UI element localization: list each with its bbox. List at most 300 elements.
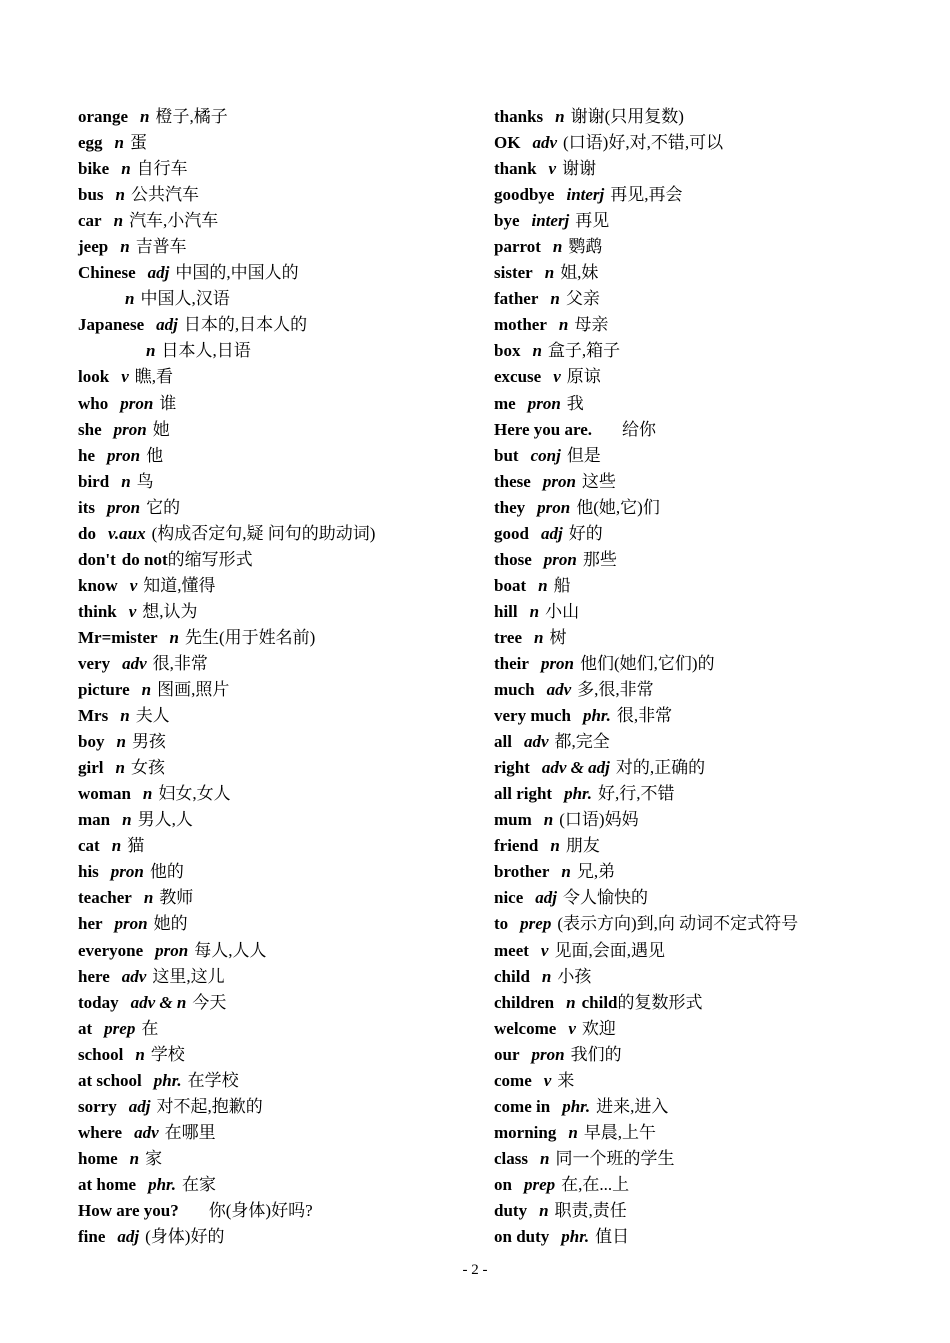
vocab-definition: 欢迎 [581, 1018, 616, 1038]
vocab-word: come [494, 1070, 532, 1090]
right-column [494, 104, 934, 1250]
part-of-speech: n [543, 810, 554, 830]
vocab-definition: 先生(用于姓名前) [185, 627, 316, 647]
part-of-speech: pron [107, 445, 141, 465]
part-of-speech: pron [113, 419, 147, 439]
part-of-speech: n [111, 836, 122, 856]
vocab-word: children [494, 992, 555, 1012]
part-of-speech: n [146, 341, 156, 361]
vocab-word: tree [494, 627, 522, 647]
part-of-speech: adv [122, 653, 147, 673]
vocab-definition: 的缩写形式 [167, 549, 253, 569]
vocab-entry [494, 625, 934, 651]
vocab-definition: 女孩 [130, 758, 165, 778]
vocab-entry [78, 1016, 478, 1042]
vocab-word: right [494, 758, 530, 778]
vocab-definition: 母亲 [574, 315, 609, 335]
vocab-word: egg [78, 133, 103, 153]
part-of-speech: pron [155, 940, 189, 960]
vocab-entry [494, 885, 934, 911]
vocab-entry [494, 703, 934, 729]
vocab-word: he [78, 445, 95, 465]
part-of-speech: phr. [561, 1227, 590, 1247]
vocab-word: they [494, 497, 526, 517]
part-of-speech: n [113, 211, 124, 231]
vocab-word: parrot [494, 237, 541, 257]
vocab-definition: 你(身体)好吗? [208, 1200, 313, 1220]
vocab-definition: 在 [141, 1018, 159, 1038]
vocab-definition: 好的 [568, 523, 603, 543]
vocab-word: here [78, 966, 110, 986]
vocab-definition: 猫 [127, 836, 145, 856]
vocab-definition: 都,完全 [554, 732, 610, 752]
vocab-entry [78, 885, 478, 911]
vocab-definition: 朋友 [565, 836, 600, 856]
vocab-definition: 他的 [149, 862, 184, 882]
vocab-definition: 对的,正确的 [615, 758, 706, 778]
part-of-speech: adv & adj [541, 758, 610, 778]
part-of-speech: adj [540, 523, 563, 543]
vocab-reference: child [581, 992, 618, 1012]
vocab-entry [78, 1042, 478, 1068]
vocab-definition: 日本人,日语 [161, 341, 251, 361]
vocab-word: morning [494, 1122, 557, 1142]
vocab-word: nice [494, 888, 524, 908]
vocab-entry [78, 521, 478, 547]
part-of-speech: adv [121, 966, 147, 986]
part-of-speech: n [135, 1044, 145, 1064]
part-of-speech: n [120, 706, 130, 726]
vocab-word: think [78, 601, 117, 621]
vocab-definition: 汽车,小汽车 [129, 211, 219, 231]
vocab-definition: 小孩 [557, 966, 592, 986]
vocab-entry [494, 1172, 934, 1198]
vocab-entry [494, 1068, 934, 1094]
vocab-entry [78, 1120, 478, 1146]
vocab-word: much [494, 680, 535, 700]
vocab-word: our [494, 1044, 520, 1064]
part-of-speech: pron [531, 1044, 565, 1064]
part-of-speech: n [114, 133, 125, 153]
part-of-speech: n [116, 732, 126, 752]
vocab-definition: 在家 [181, 1174, 216, 1194]
vocab-entry [494, 1016, 934, 1042]
vocab-definition: (构成否定句,疑 问句的助动词) [151, 523, 376, 543]
part-of-speech: n [561, 862, 571, 882]
vocab-definition: 见面,会面,遇见 [554, 940, 665, 960]
vocab-entry [494, 599, 934, 625]
vocab-definition: 每人,人人 [194, 940, 267, 960]
part-of-speech: n [141, 680, 152, 700]
vocab-entry [78, 1224, 478, 1250]
vocab-entry [494, 469, 934, 495]
vocab-entry [494, 312, 934, 338]
vocab-definition: 这里,这儿 [152, 966, 225, 986]
vocab-definition: 今天 [192, 992, 227, 1012]
vocab-entry [78, 156, 478, 182]
vocab-definition: 船 [553, 575, 571, 595]
vocab-entry [494, 286, 934, 312]
part-of-speech: n [115, 185, 125, 205]
vocab-word: welcome [494, 1018, 557, 1038]
vocab-word: very much [494, 706, 571, 726]
part-of-speech: n [532, 341, 542, 361]
vocab-definition: 中国人,汉语 [140, 289, 230, 309]
vocab-definition: 我们的 [570, 1044, 622, 1064]
vocab-entry [78, 938, 478, 964]
part-of-speech: n [169, 627, 179, 647]
vocab-word: cat [78, 836, 100, 856]
vocab-word: school [78, 1044, 124, 1064]
vocab-definition: 它的 [146, 497, 181, 517]
vocab-entry [494, 729, 934, 755]
vocab-word: bike [78, 159, 110, 179]
part-of-speech: n [539, 1200, 549, 1220]
part-of-speech: n [121, 471, 131, 491]
part-of-speech: n [534, 627, 544, 647]
part-of-speech: n [540, 1148, 550, 1168]
vocab-entry [494, 1224, 934, 1250]
vocab-definition: (口语)妈妈 [559, 810, 639, 830]
vocab-entry [494, 1198, 934, 1224]
part-of-speech: adv & n [130, 992, 187, 1012]
vocab-definition: 他 [146, 445, 164, 465]
vocab-word: on [494, 1174, 512, 1194]
vocab-definition: 鸟 [136, 471, 154, 491]
vocab-definition: 来 [557, 1070, 575, 1090]
vocab-word: bus [78, 185, 104, 205]
vocab-entry [494, 417, 934, 443]
vocab-entry [78, 312, 478, 338]
vocab-definition: 鹦鹉 [568, 237, 603, 257]
vocab-word: at home [78, 1174, 137, 1194]
vocab-definition: 父亲 [565, 289, 600, 309]
part-of-speech: adj [117, 1227, 140, 1247]
vocab-word: home [78, 1148, 118, 1168]
vocab-entry [78, 547, 478, 573]
vocab-entry [494, 964, 934, 990]
vocab-entry [494, 677, 934, 703]
vocab-word: very [78, 653, 111, 673]
vocab-entry [78, 443, 478, 469]
vocab-definition: 男孩 [131, 732, 166, 752]
part-of-speech: v [543, 1070, 552, 1090]
part-of-speech: n [550, 836, 560, 856]
vocab-entry [78, 364, 478, 390]
vocab-definition: 橙子,橘子 [155, 107, 228, 126]
vocab-entry [494, 260, 934, 286]
vocab-word: come in [494, 1096, 551, 1116]
vocab-entry [78, 651, 478, 677]
part-of-speech: pron [120, 393, 154, 413]
vocab-entry [494, 1146, 934, 1172]
part-of-speech: phr. [564, 784, 592, 804]
part-of-speech: v.aux [107, 523, 146, 543]
vocab-definition: 的复数形式 [617, 992, 703, 1012]
vocab-entry [78, 964, 478, 990]
vocab-word: their [494, 653, 529, 673]
vocab-word: today [78, 992, 119, 1012]
part-of-speech: phr. [582, 706, 611, 726]
part-of-speech: adj [147, 263, 170, 283]
vocab-word: box [494, 341, 521, 361]
vocab-word: sorry [78, 1096, 117, 1116]
vocab-word: all right [494, 784, 553, 804]
vocab-definition: 兄,弟 [576, 862, 616, 882]
vocab-entry [78, 755, 478, 781]
part-of-speech: v [540, 940, 549, 960]
vocab-definition: 她的 [153, 914, 188, 934]
vocab-entry [78, 703, 478, 729]
part-of-speech: adj [128, 1096, 151, 1116]
vocab-definition: (表示方向)到,向 动词不定式符号 [557, 914, 799, 934]
vocab-entry [494, 208, 934, 234]
vocab-word: thanks [494, 107, 544, 126]
vocab-definition: 树 [549, 627, 567, 647]
vocab-definition: 令人愉快的 [563, 888, 649, 908]
part-of-speech: adv [546, 680, 572, 700]
vocab-entry [78, 1146, 478, 1172]
vocab-entry [78, 391, 478, 417]
vocab-word: teacher [78, 888, 132, 908]
vocab-entry [78, 104, 478, 130]
vocab-word: to [494, 914, 509, 934]
vocab-entry [78, 859, 478, 885]
vocab-definition: 谁 [159, 393, 177, 413]
vocab-entry [494, 521, 934, 547]
vocab-definition: 好,行,不错 [597, 784, 675, 804]
part-of-speech: pron [540, 653, 575, 673]
vocab-word: who [78, 393, 109, 413]
vocab-word: mother [494, 315, 547, 335]
part-of-speech: n [566, 992, 576, 1012]
vocab-definition: 自行车 [136, 159, 188, 179]
vocab-word: Here you are. [494, 419, 593, 439]
vocab-entry [78, 729, 478, 755]
vocab-definition: 中国的,中国人的 [175, 263, 299, 283]
vocab-word: all [494, 732, 512, 752]
vocab-entry [494, 1120, 934, 1146]
vocab-word: her [78, 914, 103, 934]
vocab-word: where [78, 1122, 123, 1142]
vocab-word: goodbye [494, 185, 555, 205]
part-of-speech: n [120, 237, 130, 257]
vocab-entry [78, 1172, 478, 1198]
vocab-definition: 公共汽车 [131, 185, 199, 205]
vocab-word: How are you? [78, 1200, 179, 1220]
vocab-entry [78, 625, 478, 651]
vocab-entry [494, 338, 934, 364]
vocab-definition: 在,在...上 [561, 1174, 630, 1194]
vocab-entry [78, 599, 478, 625]
part-of-speech: n [115, 758, 125, 778]
vocab-entry [494, 755, 934, 781]
vocab-entry [78, 182, 478, 208]
part-of-speech: v [553, 367, 561, 387]
vocab-definition: 在学校 [187, 1070, 239, 1090]
part-of-speech: prep [104, 1018, 136, 1038]
vocab-definition: 想,认为 [142, 601, 198, 621]
vocab-entry [494, 391, 934, 417]
part-of-speech: n [140, 107, 150, 126]
part-of-speech: pron [107, 497, 141, 517]
vocab-entry [78, 911, 478, 937]
vocab-word: its [78, 497, 95, 517]
vocab-entry [494, 234, 934, 260]
vocab-definition: 他(她,它)们 [576, 497, 660, 517]
vocab-reference: do not [121, 549, 168, 569]
vocab-word: friend [494, 836, 539, 856]
vocab-definition: 瞧,看 [134, 367, 173, 387]
vocab-word: sister [494, 263, 533, 283]
vocab-word: look [78, 367, 110, 387]
vocab-word: woman [78, 784, 131, 804]
part-of-speech: conj [530, 445, 561, 465]
vocab-word: at [78, 1018, 93, 1038]
vocab-entry [78, 338, 478, 364]
vocab-definition: 姐,妹 [560, 263, 599, 283]
part-of-speech: n [558, 315, 569, 335]
part-of-speech: v [568, 1018, 576, 1038]
vocab-word: bye [494, 211, 520, 231]
part-of-speech: n [550, 289, 560, 309]
vocab-word: hill [494, 601, 518, 621]
vocab-entry [78, 990, 478, 1016]
vocab-entry [494, 495, 934, 521]
part-of-speech: n [142, 784, 153, 804]
part-of-speech: phr. [153, 1070, 182, 1090]
vocab-entry [494, 547, 934, 573]
vocab-entry [78, 495, 478, 521]
left-column [78, 104, 478, 1250]
part-of-speech: v [121, 367, 129, 387]
vocab-entry [494, 651, 934, 677]
vocab-word: class [494, 1148, 528, 1168]
part-of-speech: n [122, 810, 132, 830]
vocab-definition: 她 [152, 419, 170, 439]
vocab-word: boat [494, 575, 527, 595]
vocab-entry [494, 781, 934, 807]
vocab-entry [494, 130, 934, 156]
part-of-speech: adv [134, 1122, 159, 1142]
part-of-speech: adj [535, 888, 558, 908]
vocab-entry [494, 104, 934, 130]
part-of-speech: n [568, 1122, 578, 1142]
vocab-word: fine [78, 1227, 106, 1247]
part-of-speech: adv [532, 133, 557, 153]
part-of-speech: n [129, 1148, 140, 1168]
part-of-speech: phr. [148, 1174, 176, 1194]
vocab-entry [494, 364, 934, 390]
part-of-speech: pron [527, 393, 561, 413]
vocab-entry [78, 1198, 478, 1224]
vocab-definition: 在哪里 [164, 1122, 216, 1142]
vocab-entry [78, 781, 478, 807]
vocab-entry [494, 807, 934, 833]
part-of-speech: n [552, 237, 563, 257]
vocab-word: car [78, 211, 102, 231]
vocab-word: those [494, 549, 532, 569]
vocab-definition: 家 [145, 1148, 163, 1168]
vocab-definition: 再见 [575, 211, 610, 231]
vocab-entry [494, 911, 934, 937]
part-of-speech: n [529, 601, 540, 621]
vocab-entry [78, 260, 478, 286]
vocab-definition: 原谅 [566, 367, 601, 387]
vocab-entry [78, 469, 478, 495]
vocab-word: Mr=mister [78, 627, 158, 647]
part-of-speech: n [541, 966, 552, 986]
part-of-speech: adv [523, 732, 549, 752]
vocab-entry [494, 990, 934, 1016]
vocab-entry [78, 234, 478, 260]
part-of-speech: pron [537, 497, 571, 517]
vocab-definition: 谢谢 [562, 159, 597, 179]
part-of-speech: prep [520, 914, 552, 934]
part-of-speech: pron [110, 862, 144, 882]
vocab-word: meet [494, 940, 529, 960]
vocab-definition: 学校 [150, 1044, 185, 1064]
vocab-definition: 职责,责任 [554, 1200, 627, 1220]
vocab-word: everyone [78, 940, 144, 960]
vocab-definition: (身体)好的 [145, 1227, 225, 1247]
vocab-definition: (口语)好,对,不错,可以 [563, 133, 724, 153]
vocab-definition: 吉普车 [135, 237, 187, 257]
vocab-entry [78, 573, 478, 599]
part-of-speech: n [538, 575, 548, 595]
vocab-word: his [78, 862, 99, 882]
vocab-definition: 小山 [545, 601, 580, 621]
vocab-word: brother [494, 862, 550, 882]
part-of-speech: v [128, 601, 137, 621]
vocab-definition: 夫人 [135, 706, 170, 726]
vocab-entry [494, 859, 934, 885]
vocab-entry [78, 1094, 478, 1120]
part-of-speech: v [548, 159, 557, 179]
part-of-speech: adj [156, 315, 178, 335]
vocab-definition: 给你 [622, 419, 657, 439]
vocab-entry [494, 938, 934, 964]
vocab-definition: 进来,进入 [596, 1096, 669, 1116]
vocab-entry [78, 286, 478, 312]
part-of-speech: n [143, 888, 154, 908]
vocab-entry [494, 182, 934, 208]
vocab-word: do [78, 523, 96, 543]
vocab-word: mum [494, 810, 532, 830]
vocab-definition: 日本的,日本人的 [183, 315, 308, 335]
vocab-entry [78, 130, 478, 156]
vocab-definition: 知道,懂得 [143, 575, 216, 595]
part-of-speech: interj [566, 185, 605, 205]
vocab-entry [494, 1094, 934, 1120]
vocab-word: orange [78, 107, 129, 126]
vocab-word: me [494, 393, 516, 413]
vocab-word: man [78, 810, 111, 830]
vocab-entry [78, 833, 478, 859]
vocab-word: excuse [494, 367, 542, 387]
vocab-entry [494, 443, 934, 469]
vocab-word: but [494, 445, 519, 465]
vocab-word: Japanese [78, 315, 145, 335]
vocab-definition: 男人,人 [137, 810, 193, 830]
vocab-word: bird [78, 471, 110, 491]
vocab-entry [78, 417, 478, 443]
vocab-definition: 很,非常 [152, 653, 208, 673]
vocab-word: thank [494, 159, 537, 179]
vocab-definition: 谢谢(只用复数) [570, 107, 684, 126]
vocab-word: Chinese [78, 263, 136, 283]
part-of-speech: v [129, 575, 138, 595]
